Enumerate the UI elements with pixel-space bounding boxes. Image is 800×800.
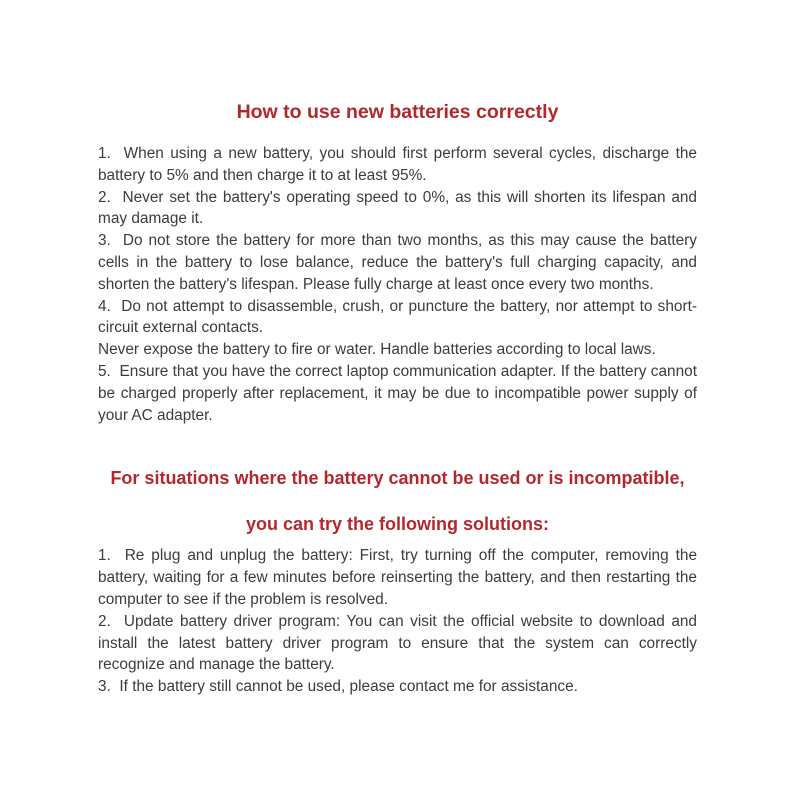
solution-item-3: 3. If the battery still cannot be used, please contact me for assistance. [98,678,578,696]
instruction-item-1: 1. When using a new battery, you should first perform several cycles, discharge the battery to 5% and then charge it to at least 95%. [98,145,697,184]
solution-item-1: 1. Re plug and unplug the battery: First, try turning off the computer, removing the battery, waiting for a few minutes before reinserting the battery, and then restarting the computer to see if the problem is resolved. [98,547,697,608]
section2-title-line1: For situations where the battery cannot be used or is incompatible, [110,468,685,489]
instruction-item-4: 4. Do not attempt to disassemble, crush, or puncture the battery, nor attempt to short-circuit external contacts. [98,297,697,337]
section2-title-line2: you can try the following solutions: [245,514,549,535]
instruction-item-5: 5. Ensure that you have the correct laptop communication adapter. If the battery cannot be charged properly after replacement, it may be due to incompatible power supply of your AC adapter. [98,362,697,424]
section2-body [98,545,697,698]
section1-body [98,143,697,426]
solution-item-2: 2. Update battery driver program: You can visit the official website to download and install the latest battery driver program to ensure that the system can correctly recognize and manage the battery. [98,612,697,674]
instruction-item-3: 3. Do not store the battery for more than two months, as this may cause the battery cells in the battery to lose balance, reduce the battery's full charging capacity, and shorten the battery's lifespan. Please fully charge at least once every two months. [98,232,697,293]
instruction-item-2: 2. Never set the battery's operating speed to 0%, as this will shorten its lifespan and may damage it. [98,188,697,228]
instruction-note-fire-water: Never expose the battery to fire or water. Handle batteries according to local laws. [98,341,656,359]
section1-title: How to use new batteries correctly [236,101,559,123]
